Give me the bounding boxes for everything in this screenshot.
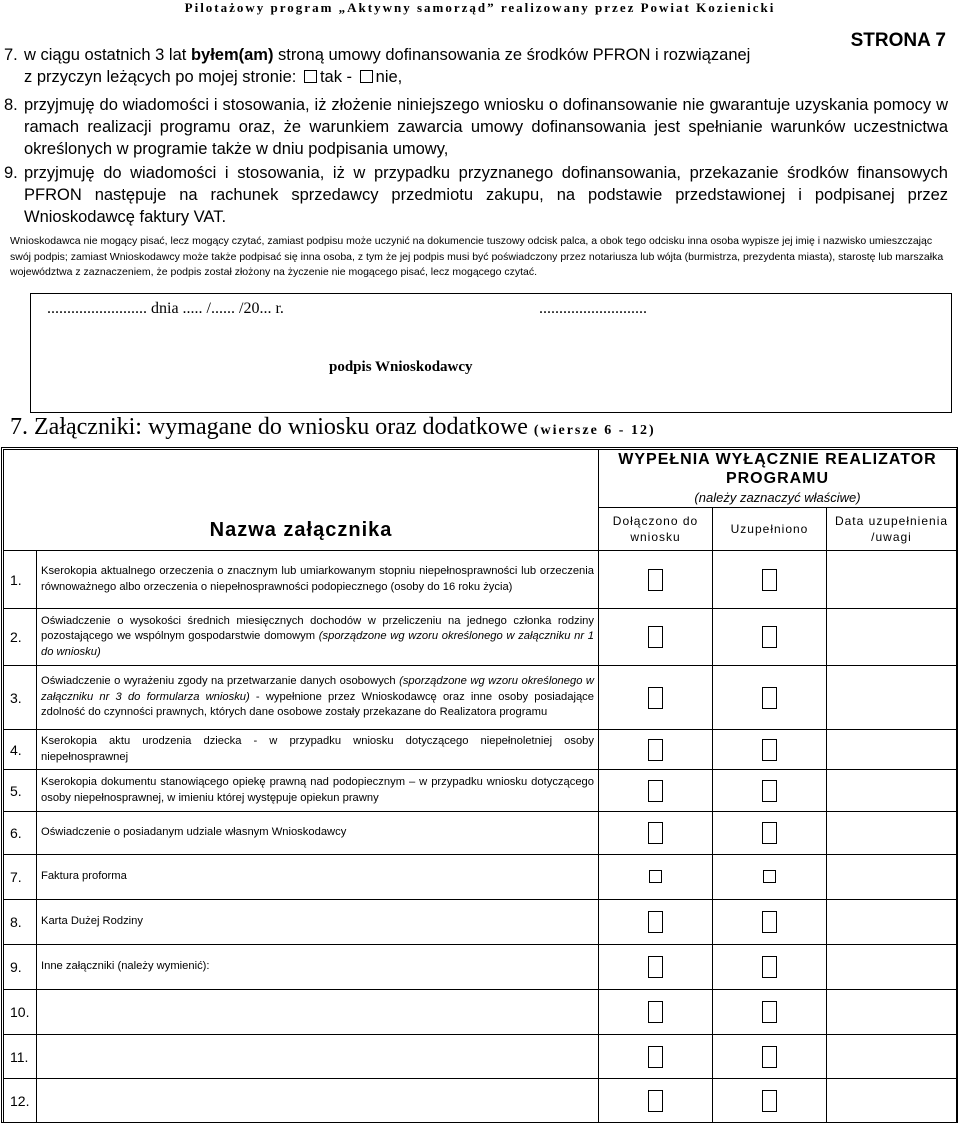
row-number: 8.	[4, 900, 37, 945]
attachment-name	[37, 812, 599, 855]
attachment-name	[37, 730, 599, 770]
date-cell[interactable]	[827, 812, 957, 855]
section-title-text: 7. Załączniki: wymagane do wniosku oraz dodatkowe	[10, 414, 528, 440]
attached-checkbox[interactable]	[648, 1001, 663, 1023]
completed-cell	[713, 770, 827, 812]
attachments-table	[3, 449, 957, 1123]
declaration-text: przyjmuję do wiadomości i stosowania, iż złożenie niniejszego wniosku o dofinansowanie nie gwarantuje uzyskania pomocy w ramach realizacji programu oraz, że warunkiem zawarcia umowy dofinansowania jest spełnianie warunków uczestnictwa określonych w programie także w dniu podpisania umowy,	[24, 96, 948, 158]
attachment-name	[37, 666, 599, 730]
completed-checkbox[interactable]	[762, 626, 777, 648]
row-number: 3.	[4, 666, 37, 730]
completed-checkbox[interactable]	[762, 687, 777, 709]
attached-cell	[599, 730, 713, 770]
attachment-text: Inne załączniki (należy wymienić):	[41, 960, 210, 973]
attachment-text: Oświadczenie o wyrażeniu zgody na przetwarzanie danych osobowych	[41, 675, 400, 688]
completed-checkbox[interactable]	[762, 1046, 777, 1068]
attached-cell	[599, 900, 713, 945]
attached-checkbox[interactable]	[648, 626, 663, 648]
attachment-text: Oświadczenie o posiadanym udziale własnym Wnioskodawcy	[41, 826, 347, 839]
completed-cell	[713, 855, 827, 900]
attachment-text-italic: (sporządzone wg wzoru określonego w załączniku nr 3 do formularza wniosku)	[41, 675, 594, 703]
completed-cell	[713, 900, 827, 945]
table-row	[4, 770, 957, 812]
declaration-number: 8.	[4, 96, 18, 114]
attached-checkbox[interactable]	[648, 956, 663, 978]
date-cell[interactable]	[827, 900, 957, 945]
page-header: Pilotażowy program „Aktywny samorząd” realizowany przez Powiat Kozienicki	[184, 0, 776, 15]
attached-cell	[599, 551, 713, 609]
row-number: 2.	[4, 609, 37, 666]
name-header-text: Nazwa załącznika	[209, 519, 393, 541]
realizator-header-text: WYPEŁNIA WYŁĄCZNIE REALIZATOR PROGRAMU	[618, 451, 937, 487]
date-cell[interactable]	[827, 770, 957, 812]
attachment-text: Oświadczenie o wysokości średnich miesięcznych dochodów w przeliczeniu na jednego członka rodziny pozostającego we wspólnym gospodarstwie domowym	[41, 614, 594, 643]
row-number: 12.	[4, 1079, 37, 1123]
completed-cell	[713, 730, 827, 770]
attachment-text-tail: - wypełnione przez Wnioskodawcę oraz inne osoby posiadające zdolność do czynności prawnych, których dane osobowe zostały przekazane do Realizatora programu	[41, 690, 594, 719]
row-number: 6.	[4, 812, 37, 855]
attachment-text-italic: (sporządzone wg wzoru określonego w załączniku nr 1 do wniosku)	[41, 630, 594, 658]
row-number: 5.	[4, 770, 37, 812]
declaration-bold-text: byłem(am)	[190, 46, 274, 64]
attached-checkbox[interactable]	[648, 911, 663, 933]
attached-checkbox[interactable]	[649, 870, 662, 883]
attachment-name	[37, 990, 599, 1035]
date-cell[interactable]	[827, 551, 957, 609]
attached-checkbox[interactable]	[648, 780, 663, 802]
attached-checkbox[interactable]	[648, 822, 663, 844]
page-number: STRONA 7	[850, 30, 946, 51]
table-row	[4, 1035, 957, 1079]
completed-checkbox[interactable]	[762, 822, 777, 844]
attached-cell	[599, 666, 713, 730]
attachment-name	[37, 1079, 599, 1123]
attachment-text: Kserokopia dokumentu stanowiącego opiekę prawną nad podopiecznym – w przypadku wniosku dotyczącego osoby niepełnosprawnej, w imieniu której występuje opiekun prawny	[41, 776, 594, 804]
completed-cell	[713, 945, 827, 990]
option-yes-label: tak -	[319, 68, 353, 86]
completed-checkbox[interactable]	[762, 956, 777, 978]
table-row	[4, 812, 957, 855]
declaration-text: przyjmuję do wiadomości i stosowania, iż w przypadku przyznanego dofinansowania, przekazanie środków finansowych PFRON następuje na rachunek sprzedawcy przedmiotu zakupu, na podstawie przedstawionej i podpisanej przez Wnioskodawcę faktury VAT.	[24, 164, 948, 226]
table-row	[4, 666, 957, 730]
date-cell[interactable]	[827, 990, 957, 1035]
attachment-text: Kserokopia aktualnego orzeczenia o znacznym lub umiarkowanym stopniu niepełnosprawności lub orzeczenia równoważnego albo orzeczenia o niepełnosprawności podopiecznego (osoby do 16 roku życia)	[41, 565, 594, 593]
date-cell[interactable]	[827, 730, 957, 770]
attachment-text: Faktura proforma	[41, 870, 127, 883]
date-cell[interactable]	[827, 945, 957, 990]
attachment-name	[37, 855, 599, 900]
realizator-note: (należy zaznaczyć właściwe)	[694, 490, 861, 505]
row-number: 9.	[4, 945, 37, 990]
attachment-text: Kserokopia aktu urodzenia dziecka - w przypadku wniosku dotyczącego niepełnoletniej osoby niepełnosprawnej	[41, 735, 594, 763]
completed-cell	[713, 551, 827, 609]
name-column-header	[4, 450, 599, 551]
row-number: 7.	[4, 855, 37, 900]
completed-cell	[713, 990, 827, 1035]
table-row	[4, 1079, 957, 1123]
attached-checkbox[interactable]	[648, 1090, 663, 1112]
attached-cell	[599, 990, 713, 1035]
completed-checkbox[interactable]	[762, 569, 777, 591]
attached-checkbox[interactable]	[648, 1046, 663, 1068]
attached-checkbox[interactable]	[648, 687, 663, 709]
table-row	[4, 900, 957, 945]
attachment-name	[37, 945, 599, 990]
completed-checkbox[interactable]	[762, 780, 777, 802]
date-cell[interactable]	[827, 1079, 957, 1123]
table-row	[4, 945, 957, 990]
section-subtitle: (wiersze 6 - 12)	[533, 423, 656, 438]
section-title	[10, 414, 656, 441]
table-row	[4, 609, 957, 666]
completed-checkbox[interactable]	[762, 911, 777, 933]
table-row	[4, 730, 957, 770]
table-row	[4, 990, 957, 1035]
attached-cell	[599, 1035, 713, 1079]
row-number: 11.	[4, 1035, 37, 1079]
checkbox-yes[interactable]	[304, 70, 317, 83]
attachment-text: Karta Dużej Rodziny	[41, 915, 143, 928]
attached-column-header: Dołączono do wniosku	[599, 508, 713, 551]
table-row	[4, 855, 957, 900]
date-column-header: Data uzupełnienia /uwagi	[827, 508, 957, 551]
completed-cell	[713, 1035, 827, 1079]
declaration-9	[4, 162, 948, 228]
attached-cell	[599, 770, 713, 812]
row-number: 1.	[4, 551, 37, 609]
realizator-header	[599, 450, 957, 508]
checkbox-no[interactable]	[360, 70, 373, 83]
completed-column-header: Uzupełniono	[713, 508, 827, 551]
signature-box	[30, 293, 952, 413]
completed-checkbox[interactable]	[762, 739, 777, 761]
attached-cell	[599, 812, 713, 855]
attachment-name	[37, 1035, 599, 1079]
row-number: 10.	[4, 990, 37, 1035]
completed-checkbox[interactable]	[763, 870, 776, 883]
attached-cell	[599, 945, 713, 990]
signature-label: podpis Wnioskodawcy	[329, 359, 473, 375]
completed-cell	[713, 1079, 827, 1123]
completed-cell	[713, 666, 827, 730]
date-cell[interactable]	[827, 855, 957, 900]
declaration-text: stroną umowy dofinansowania ze środków PFRON i rozwiązanej	[273, 46, 751, 64]
attached-cell	[599, 855, 713, 900]
attachment-name	[37, 551, 599, 609]
attached-cell	[599, 1079, 713, 1123]
date-cell[interactable]	[827, 666, 957, 730]
attached-checkbox[interactable]	[648, 569, 663, 591]
declaration-7	[4, 44, 948, 88]
completed-cell	[713, 609, 827, 666]
date-cell[interactable]	[827, 609, 957, 666]
attachment-name	[37, 609, 599, 666]
completed-cell	[713, 812, 827, 855]
date-field[interactable]: ......................... dnia ..... /...... /20... r.	[47, 300, 284, 317]
completed-checkbox[interactable]	[762, 1090, 777, 1112]
declaration-number: 9.	[4, 164, 18, 182]
declaration-8	[4, 94, 948, 160]
signature-note: Wnioskodawca nie mogący pisać, lecz mogący czytać, zamiast podpisu może uczynić na dokumencie tuszowy odcisk palca, a obok tego odcisku inna osoba wypisze jej imię i nazwisko umieszczając swój podpis; zamiast Wnioskodawcy może także podpisać się inna osoba, z tym że jej podpis musi być poświadczony przez notariusza lub wójta (burmistrza, prezydenta miasta), starostę lub marszałka województwa z zaznaczeniem, że podpis został złożony na życzenie nie mogącego pisać, lecz mogącego czytać.	[10, 235, 944, 278]
declaration-number: 7.	[4, 46, 18, 64]
attached-checkbox[interactable]	[648, 739, 663, 761]
table-row	[4, 551, 957, 609]
date-cell[interactable]	[827, 1035, 957, 1079]
signature-field[interactable]: ...........................	[539, 300, 647, 317]
declaration-text: w ciągu ostatnich 3 lat	[24, 46, 191, 64]
declaration-text: z przyczyn leżących po mojej stronie:	[24, 68, 297, 86]
attachment-name	[37, 900, 599, 945]
attached-cell	[599, 609, 713, 666]
attachment-name	[37, 770, 599, 812]
row-number: 4.	[4, 730, 37, 770]
option-no-label: nie,	[375, 68, 403, 86]
completed-checkbox[interactable]	[762, 1001, 777, 1023]
